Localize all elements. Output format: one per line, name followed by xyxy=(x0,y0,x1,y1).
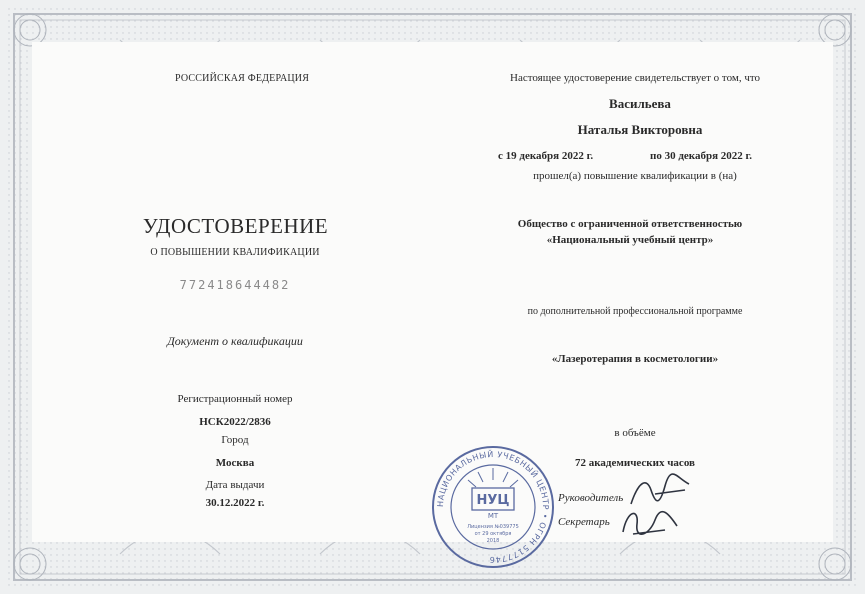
organization-line-1: Общество с ограниченной ответственностью xyxy=(517,218,743,230)
intro-text: Настоящее удостоверение свидетельствует о том, что xyxy=(510,72,761,84)
document-title: УДОСТОВЕРЕНИЕ xyxy=(142,214,329,238)
program-label: по дополнительной профессиональной программе xyxy=(527,306,743,317)
stamp-ring-text: НАЦИОНАЛЬНЫЙ УЧЕБНЫЙ ЦЕНТР • ОГРН 5177746 xyxy=(435,449,551,565)
registration-label: Регистрационный номер xyxy=(177,393,293,405)
stamp-license-2: от 29 октября xyxy=(474,531,512,537)
secretary-signature xyxy=(615,504,685,540)
document-number: 772418644482 xyxy=(179,278,291,292)
passed-text: прошел(а) повышение квалификации в (на) xyxy=(533,170,737,182)
course-date-to: по 30 декабря 2022 г. xyxy=(650,150,753,162)
document-subtitle: О ПОВЫШЕНИИ КВАЛИФИКАЦИИ xyxy=(150,247,320,258)
city-value: Москва xyxy=(215,457,255,469)
document-type: Документ о квалификации xyxy=(167,334,303,348)
city-label: Город xyxy=(221,434,249,446)
volume-label: в объёме xyxy=(614,427,656,439)
head-label: Руководитель xyxy=(558,492,624,504)
stamp-license-3: 2018 xyxy=(486,538,500,544)
stamp-logo: НУЦ xyxy=(476,493,510,508)
recipient-surname: Васильева xyxy=(609,96,671,111)
issue-date-label: Дата выдачи xyxy=(205,479,265,491)
issue-date-value: 30.12.2022 г. xyxy=(205,497,265,509)
secretary-label: Секретарь xyxy=(558,516,610,528)
volume-value: 72 академических часов xyxy=(575,457,695,469)
program-name: «Лазеротерапия в косметологии» xyxy=(551,353,719,365)
country-label: РОССИЙСКАЯ ФЕДЕРАЦИЯ xyxy=(175,73,310,84)
registration-number: НСК2022/2836 xyxy=(199,416,271,428)
organization-line-2: «Национальный учебный центр» xyxy=(546,234,714,246)
stamp-logo-sub: МТ xyxy=(487,512,499,520)
course-date-from: с 19 декабря 2022 г. xyxy=(498,150,594,162)
organization-stamp xyxy=(428,442,558,572)
stamp-license-1: Лицензия №039775 xyxy=(467,524,519,530)
recipient-name: Наталья Викторовна xyxy=(577,122,703,137)
